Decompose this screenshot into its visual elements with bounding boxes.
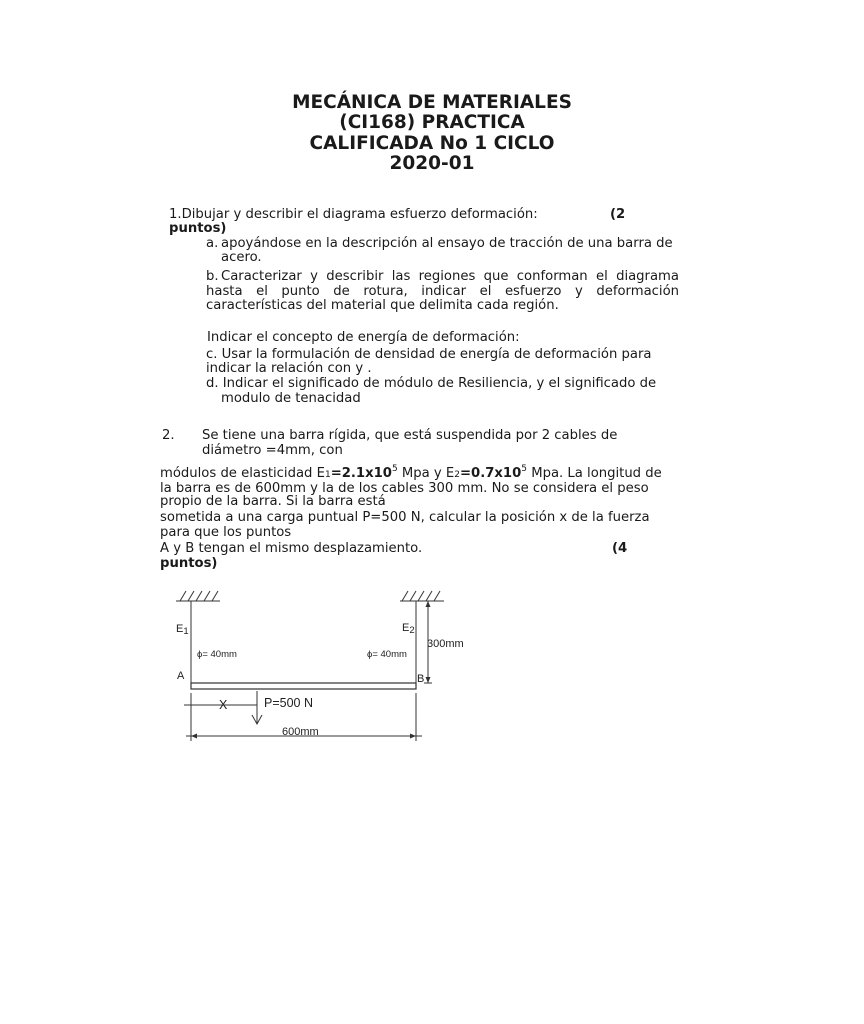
length-label: 600mm [282, 726, 319, 738]
q1-b-line1: Caracterizar y describir las regiones que conforman el diagrama [221, 269, 679, 284]
phi-left-label: ϕ= 40mm [197, 649, 237, 660]
title-line-2: (CI168) PRACTICA [339, 112, 525, 133]
q1-points-b: puntos) [169, 221, 227, 236]
title-line-3: CALIFICADA No 1 CICLO [309, 133, 555, 154]
q2-number: 2. [162, 428, 175, 443]
q2-line2: diámetro =4mm, con [202, 443, 343, 458]
rigid-bar [191, 683, 416, 689]
x-label: X [219, 698, 228, 712]
support-left-hatch [180, 591, 218, 601]
e1-label: E1 [176, 623, 189, 637]
q2-line7: para que los puntos [160, 525, 292, 540]
q1-a-label: a. [206, 236, 219, 251]
q2-line1: Se tiene una barra rígida, que está suspendida por 2 cables de [202, 428, 618, 443]
q1-d-line2: modulo de tenacidad [221, 391, 361, 406]
point-a-label: A [177, 670, 185, 682]
q1-d-line1: d. Indicar el significado de módulo de Resiliencia, y el significado de [206, 376, 657, 391]
q1-c-line1: c. Usar la formulación de densidad de energía de deformación para [206, 347, 652, 362]
q1-c-line2: indicar la relación con y . [206, 361, 372, 376]
q2-line3: módulos de elasticidad $E1=2.1x10^5$ Mpa y $E2=0.7x10^5$ Mpa. La longitud de [160, 463, 662, 481]
q2-line6: sometida a una carga puntual P=500 N, calcular la posición x de la fuerza [160, 510, 650, 525]
q2-line5: propio de la barra. Si la barra está [160, 494, 386, 509]
q1-heading: 1.Dibujar y describir el diagrama esfuerzo deformación: [169, 207, 538, 222]
phi-right-label: ϕ= 40mm [367, 649, 407, 660]
q2-line8: A y B tengan el mismo desplazamiento. [160, 541, 423, 556]
point-b-label: B [417, 673, 425, 685]
title-line-4: 2020-01 [389, 153, 475, 174]
q2-points-a: (4 [612, 541, 628, 556]
q1-a-line2: acero. [221, 250, 262, 265]
q1-b-line3: características del material que delimita cada región. [206, 298, 559, 313]
q1-a-line1: apoyándose en la descripción al ensayo de tracción de una barra de [221, 236, 673, 251]
q2-line4: la barra es de 600mm y la de los cables 300 mm. No se considera el peso [160, 481, 649, 496]
q2-points-b: puntos) [160, 556, 218, 571]
e2-label: E2 [402, 622, 415, 636]
bar-cable-diagram [160, 585, 464, 745]
q1-points-a: (2 [610, 207, 626, 222]
support-right-hatch [402, 591, 440, 601]
q1-b-label: b. [206, 269, 219, 284]
q1-energy-intro: Indicar el concepto de energía de deformación: [207, 330, 520, 345]
title-line-1: MECÁNICA DE MATERIALES [292, 92, 572, 113]
height-label: 300mm [427, 638, 464, 650]
load-label: P=500 N [264, 696, 313, 710]
q1-b-line2: hasta el punto de rotura, indicar el esfuerzo y deformación [206, 284, 679, 299]
